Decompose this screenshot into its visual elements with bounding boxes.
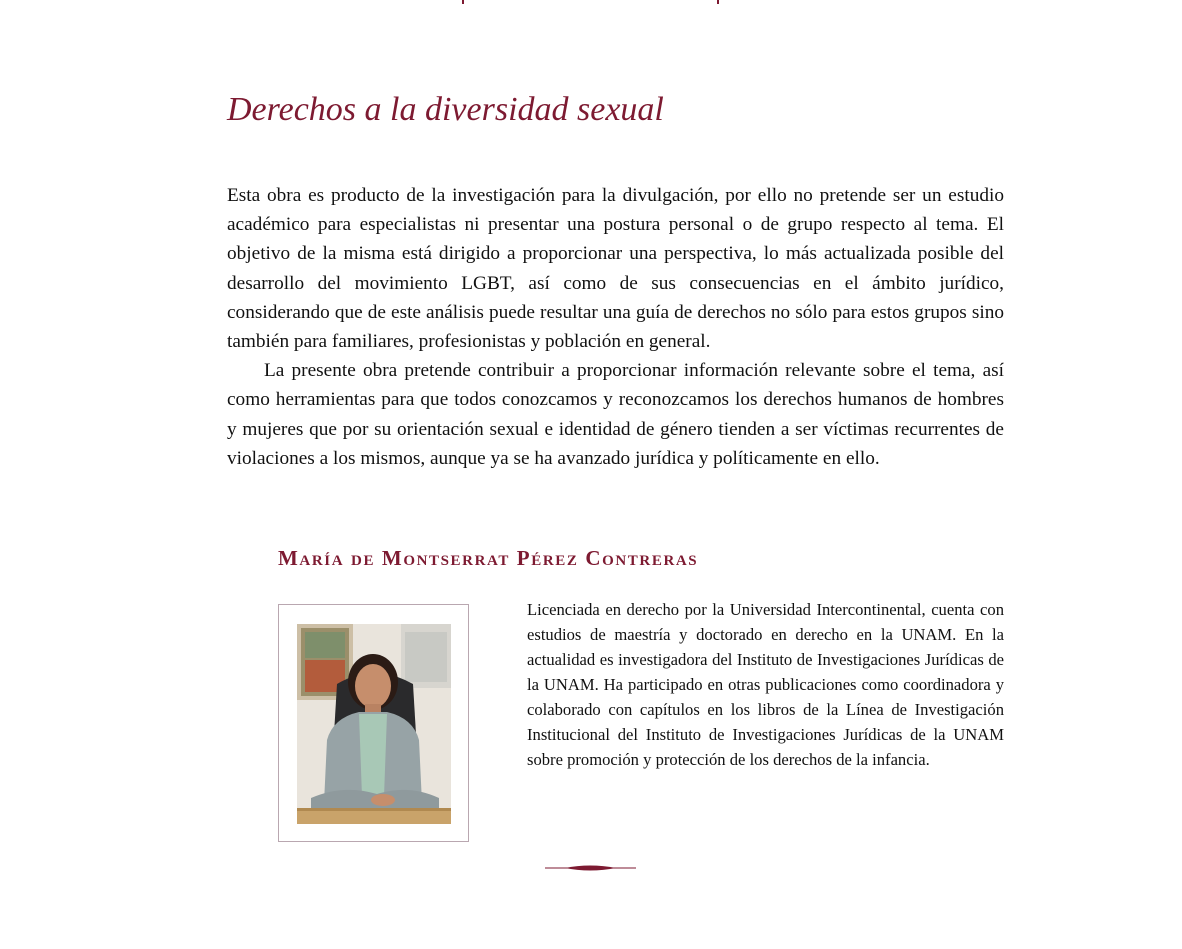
author-photo-frame — [278, 604, 469, 842]
top-decorative-tick-right — [717, 0, 719, 4]
paragraph-1: Esta obra es producto de la investigación para la divulgación, por ello no pretende ser un estudio académico para especialistas ni presentar una postura personal o de grupo respecto al tema. El objetivo de la misma está dirigido a proporcionar una perspectiva, lo más actualizada posible del desarrollo del movimiento LGBT, así como de sus consecuencias en el ámbito jurídico, considerando que de este análisis puede resultar una guía de derechos no sólo para estos grupos sino también para familiares, profesionistas y población en general. — [227, 185, 1004, 353]
top-decorative-tick-left — [462, 0, 464, 4]
author-name: María de Montserrat Pérez Contreras — [278, 546, 699, 570]
author-photo — [297, 624, 451, 824]
paragraph-2: La presente obra pretende contribuir a proporcionar información relevante sobre el tema, así como herramientas para que todos conozcamos y reconozcamos los derechos humanos de hombres y mujeres que por su orientación sexual e identidad de género tienden a ser víctimas recurrentes de violaciones a los mismos, aunque ya se ha avanzado jurídica y políticamente en ello. — [227, 360, 1004, 469]
author-bio: Licenciada en derecho por la Universidad Intercontinental, cuenta con estudios de maestría y doctorado en derecho en la UNAM. En la actualidad es investigadora del Instituto de Investigaciones Jurídicas de la UNAM. Ha participado en otras publicaciones como coordinadora y colaborado con capítulos en los libros de la Línea de Investigación Institucional del Instituto de Investigaciones Jurídicas de la UNAM sobre promoción y protección de los derechos de la infancia. — [527, 600, 1004, 769]
closing-ornament — [545, 859, 636, 871]
page-title: Derechos a la diversidad sexual — [227, 91, 664, 128]
body-text — [227, 181, 1004, 473]
